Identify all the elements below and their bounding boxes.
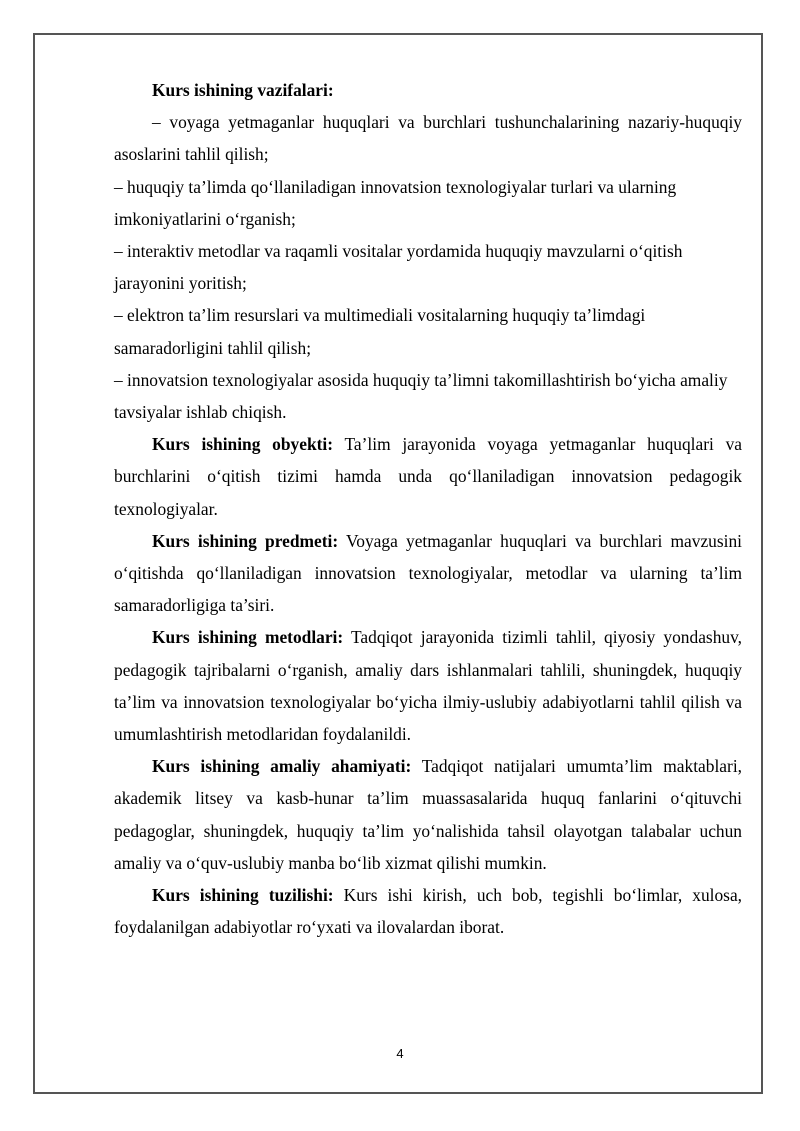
page-number: 4 [396, 1046, 404, 1061]
section-structure-label: Kurs ishining tuzilishi: [152, 885, 334, 906]
section-practical-significance-text: Tadqiqot natijalari umumta’lim maktablari, akademik litsey va kasb-hunar ta’lim muassasalarida huquq fanlarini o‘qituvchi pedagoglar, shuningdek, huquqiy ta’lim yo‘nalishida tahsil olayotgan talabalar uchun amaliy va o‘quv-uslubiy manba bo‘lib xizmat qilishi mumkin. [114, 756, 742, 873]
section-methods [114, 621, 742, 750]
task-item-2: – huquqiy ta’limda qo‘llaniladigan innovatsion texnologiyalar turlari va ularning imkoniyatlarini o‘rganish; [114, 176, 677, 229]
section-practical-significance [114, 750, 742, 879]
section-structure-text: Kurs ishi kirish, uch bob, tegishli bo‘limlar, xulosa, foydalanilgan adabiyotlar ro‘yxati va ilovalardan iborat. [114, 885, 743, 938]
section-object [114, 428, 742, 525]
section-object-label: Kurs ishining obyekti: [152, 434, 334, 455]
task-item-5: – innovatsion texnologiyalar asosida huquqiy ta’limni takomillashtirish bo‘yicha amaliy tavsiyalar ishlab chiqish. [114, 369, 728, 423]
section-object-text: Ta’lim jarayonida voyaga yetmaganlar huquqlari va burchlarini o‘qitish tizimi hamda unda qo‘llaniladigan innovatsion pedagogik texnologiyalar. [114, 434, 742, 519]
task-item-1: – voyaga yetmaganlar huquqlari va burchlari tushunchalarining nazariy-huquqiy asoslarini tahlil qilish; [114, 112, 742, 165]
section-subject-label: Kurs ishining predmeti: [152, 530, 339, 551]
section-subject [114, 525, 742, 622]
section-subject-text: Voyaga yetmaganlar huquqlari va burchlari mavzusini o‘qitishda qo‘llaniladigan innovatsion texnologiyalar, metodlar va ularning ta’lim samaradorligiga ta’siri. [114, 530, 742, 616]
section-methods-label: Kurs ishining metodlari: [152, 627, 344, 648]
document-body [114, 74, 742, 943]
tasks-heading-label: Kurs ishining vazifalari: [152, 80, 334, 100]
task-item-3: – interaktiv metodlar va raqamli vositalar yordamida huquqiy mavzularni o‘qitish jarayonini yoritish; [114, 241, 683, 294]
tasks-heading [114, 74, 742, 106]
section-structure [114, 879, 742, 943]
section-methods-text: Tadqiqot jarayonida tizimli tahlil, qiyosiy yondashuv, pedagogik tajribalarni o‘rganish, amaliy dars ishlanmalari tahlili, shuningdek, huquqiy ta’lim va innovatsion texnologiyalar bo‘yicha ilmiy-uslubiy adabiyotlarni tahlil qilish va umumlashtirish metodlaridan foydalanildi. [114, 627, 742, 745]
section-practical-significance-label: Kurs ishining amaliy ahamiyati: [152, 756, 412, 777]
task-item-4: – elektron ta’lim resurslari va multimediali vositalarning huquqiy ta’limdagi samaradorligini tahlil qilish; [114, 305, 646, 358]
